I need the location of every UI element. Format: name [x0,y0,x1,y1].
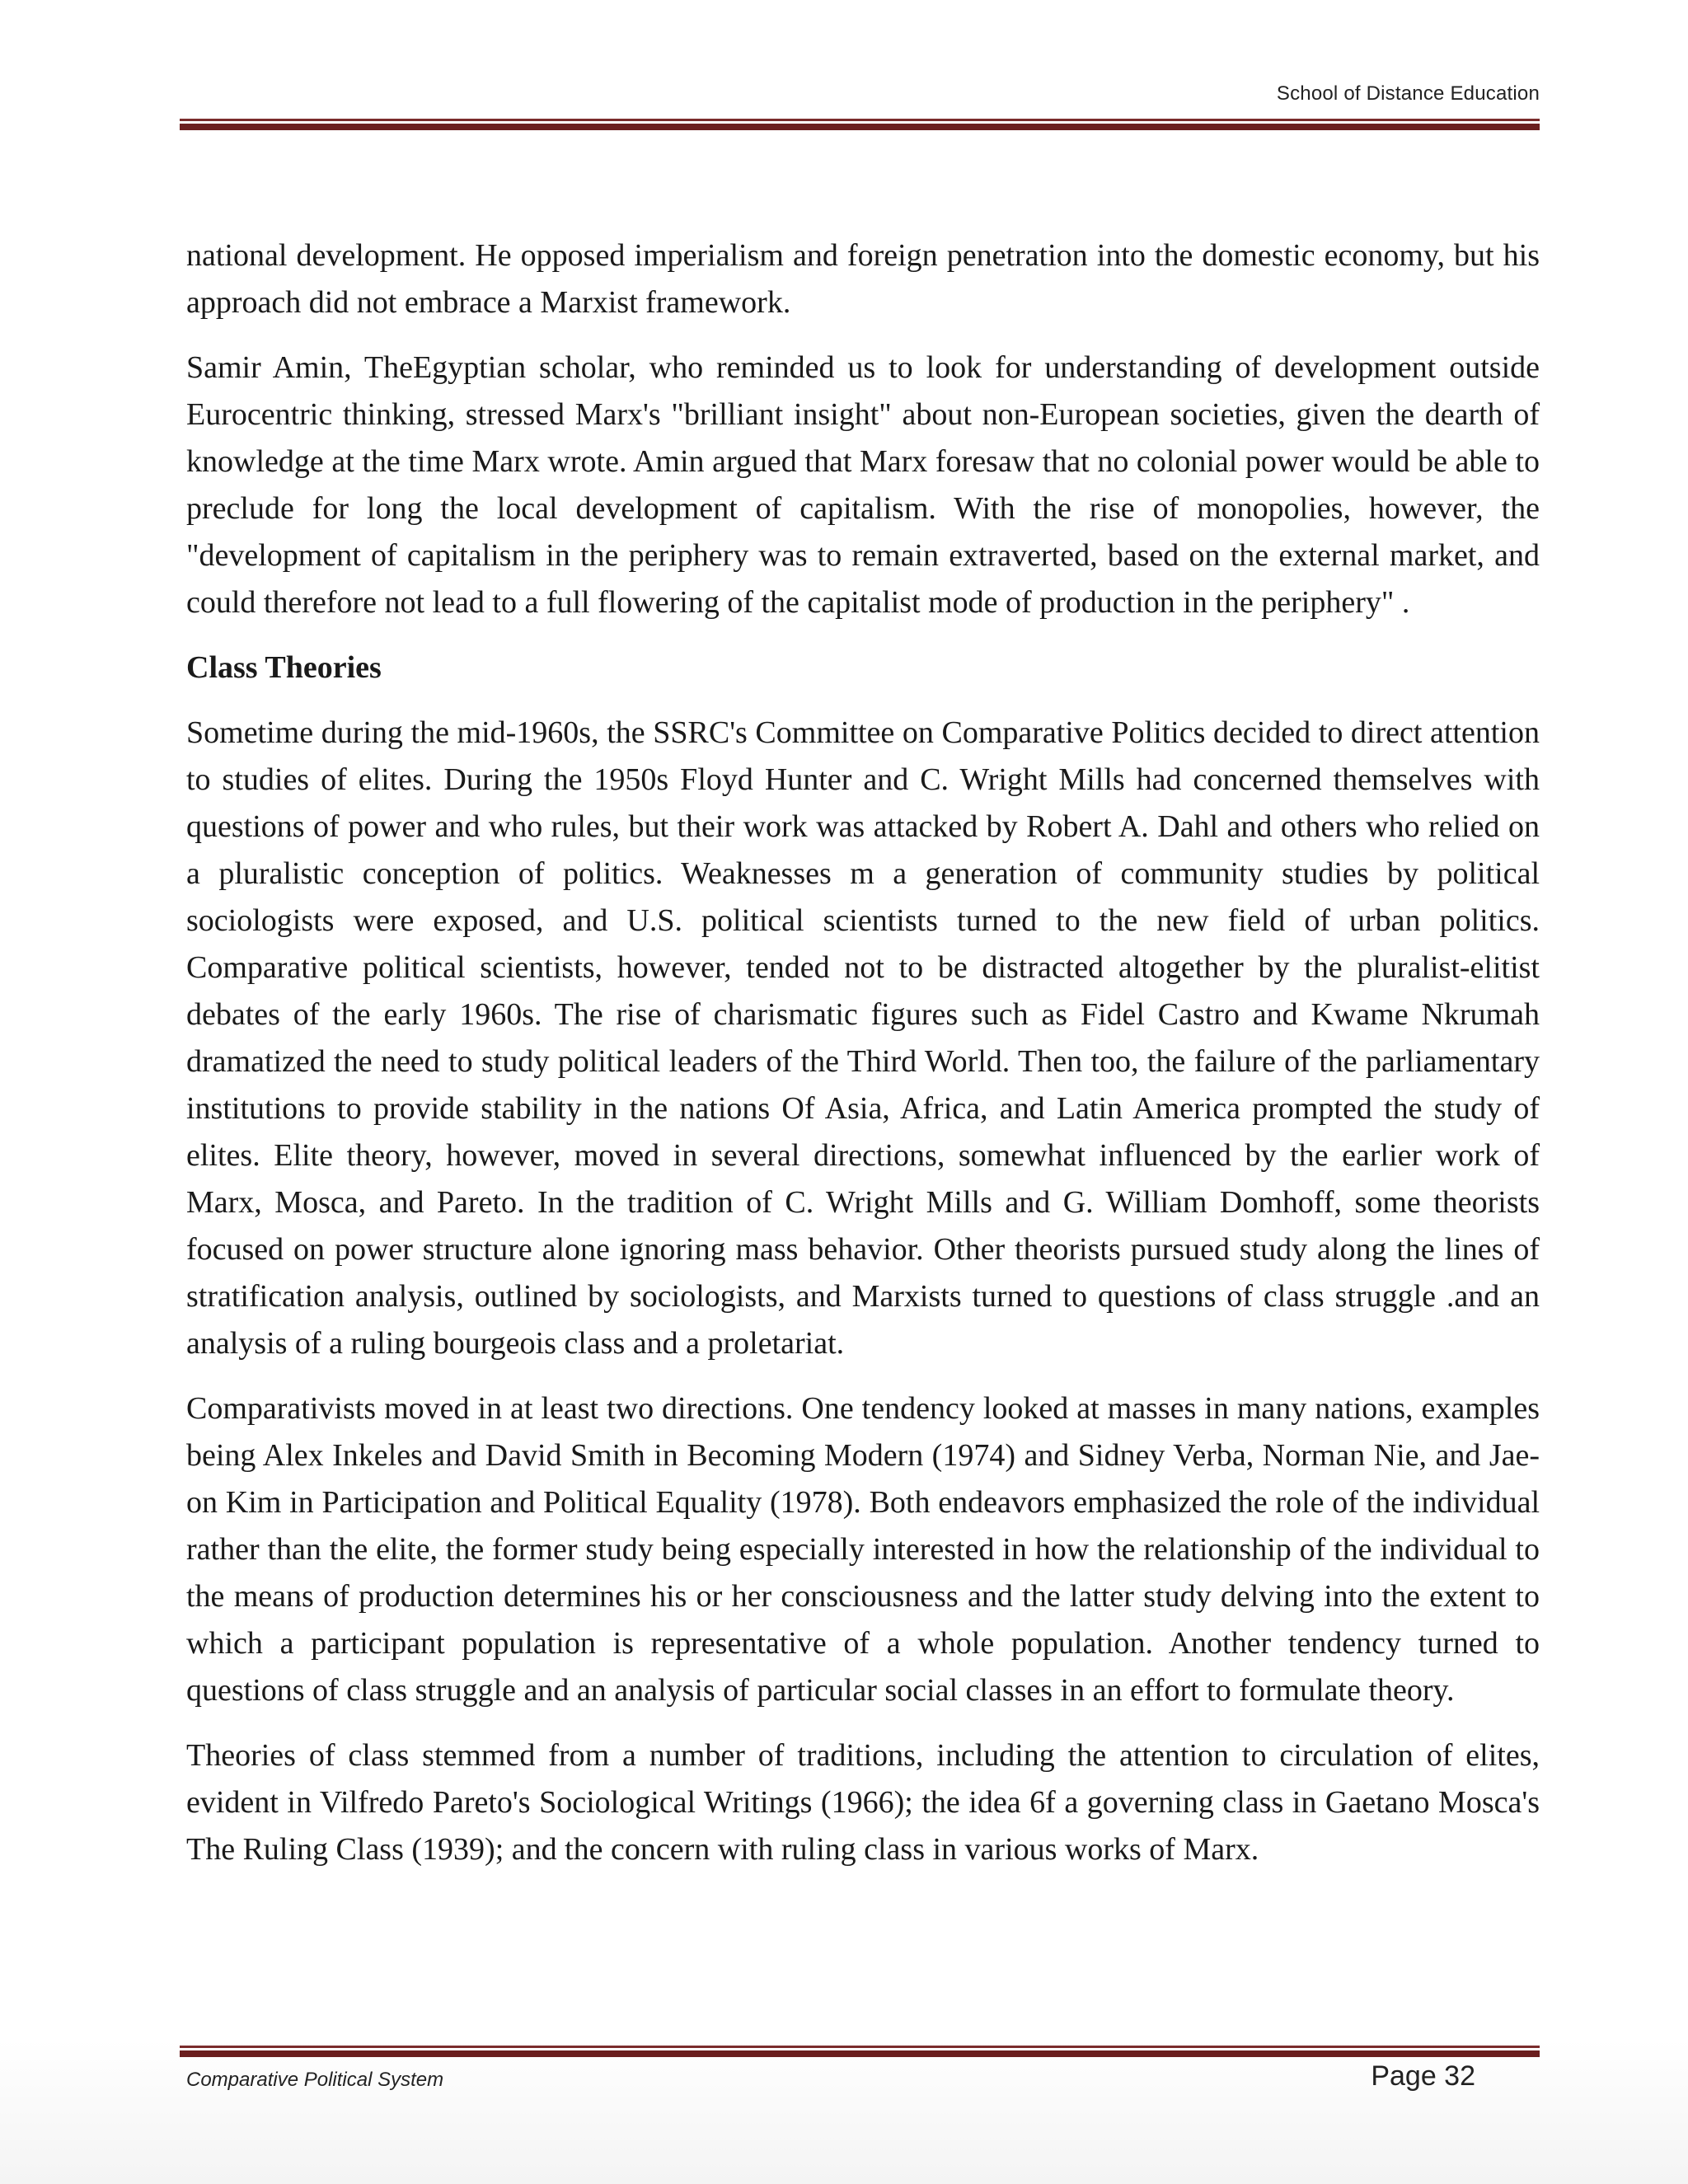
header-rule [180,119,1540,130]
header-rule-thick-line [180,124,1540,130]
running-header-institution: School of Distance Education [1276,82,1540,105]
footer-rule-thick-line [180,2050,1540,2057]
paragraph-continued: national development. He opposed imperialism and foreign penetration into the domestic economy, but his approach did not embrace a Marxist framework. [186,238,1540,320]
paragraph-samir-amin: Samir Amin, TheEgyptian scholar, who reminded us to look for understanding of development outside Eurocentric thinking, stressed Marx's "brilliant insight" about non-European societies, given the dearth of knowledge at the time Marx wrote. Amin argued that Marx foresaw that no colonial power would be able to preclude for long the local development of capitalism. With the rise of monopolies, however, the "development of capitalism in the periphery was to remain extraverted, based on the external market, and could therefore not lead to a full flowering of the capitalist mode of production in the periphery" . [186,350,1540,620]
footer-rule [180,2046,1540,2057]
footer-course-title: Comparative Political System [186,2069,444,2091]
paragraph-theories-of-class: Theories of class stemmed from a number of traditions, including the attention to circulation of elites, evident in Vilfredo Pareto's Sociological Writings (1966); the idea 6f a governing class in Gaetano Mosca's The Ruling Class (1939); and the concern with ruling class in various works of Marx. [186,1738,1540,1867]
section-heading-class-theories: Class Theories [186,650,382,685]
footer-page-number: Page 32 [1371,2060,1475,2092]
body-text [186,232,1540,1891]
paragraph-elite-studies: Sometime during the mid-1960s, the SSRC's Committee on Comparative Politics decided to direct attention to studies of elites. During the 1950s Floyd Hunter and C. Wright Mills had concerned themselves with questions of power and who rules, but their work was attacked by Robert A. Dahl and others who relied on a pluralistic conception of politics. Weaknesses m a generation of community studies by political sociologists were exposed, and U.S. political scientists turned to the new field of urban politics. Comparative political scientists, however, tended not to be distracted altogether by the pluralist-elitist debates of the early 1960s. The rise of charismatic figures such as Fidel Castro and Kwame Nkrumah dramatized the need to study political leaders of the Third World. Then too, the failure of the parliamentary institutions to provide stability in the nations Of Asia, Africa, and Latin America prompted the study of elites. Elite theory, however, moved in several directions, somewhat influenced by the earlier work of Marx, Mosca, and Pareto. In the tradition of C. Wright Mills and G. William Domhoff, some theorists focused on power structure alone ignoring mass behavior. Other theorists pursued study along the lines of stratification analysis, outlined by sociologists, and Marxists turned to questions of class struggle .and an analysis of a ruling bourgeois class and a proletariat. [186,715,1540,1361]
paragraph-comparativists: Comparativists moved in at least two directions. One tendency looked at masses in many nations, examples being Alex Inkeles and David Smith in Becoming Modern (1974) and Sidney Verba, Norman Nie, and Jae-on Kim in Participation and Political Equality (1978). Both endeavors emphasized the role of the individual rather than the elite, the former study being especially interested in how the relationship of the individual to the means of production determines his or her consciousness and the latter study delving into the extent to which a participant population is representative of a whole population. Another tendency turned to questions of class struggle and an analysis of particular social classes in an effort to formulate theory. [186,1391,1540,1708]
